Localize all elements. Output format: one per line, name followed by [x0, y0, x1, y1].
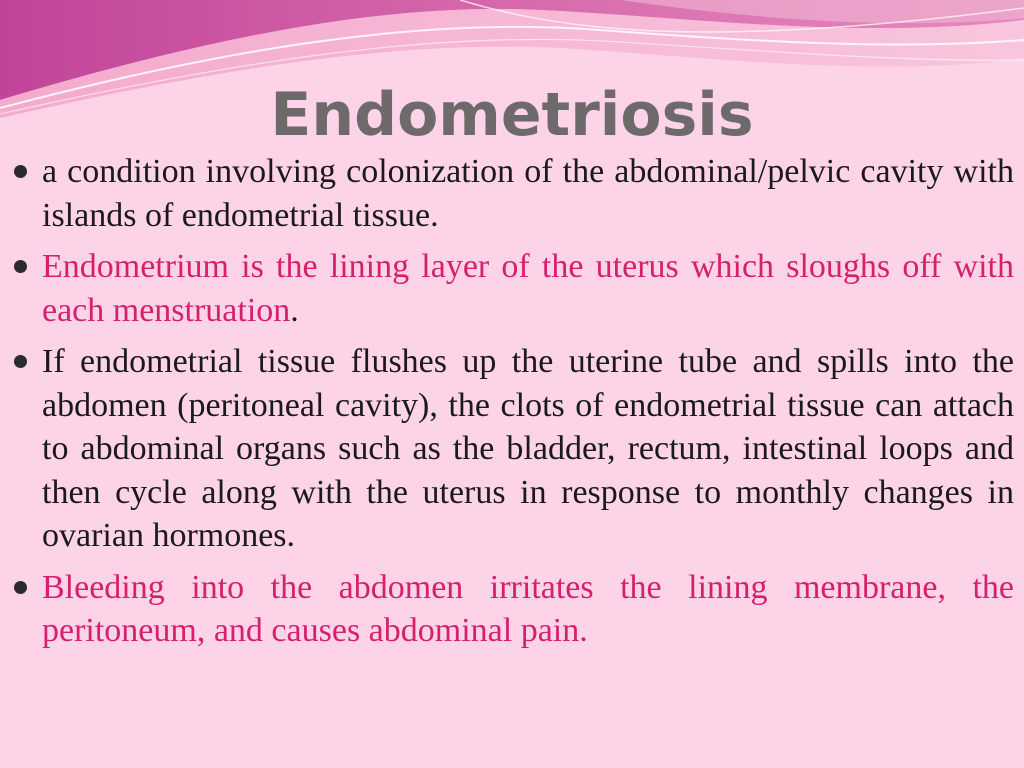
bullet-item	[14, 150, 1014, 237]
bullet-item	[14, 340, 1014, 558]
bullet-icon	[14, 165, 27, 178]
bullet-list	[14, 150, 1014, 661]
bullet-text: a condition involving colonization of the abdominal/pelvic cavity with islands of endometrial tissue.	[42, 153, 1014, 234]
bullet-icon	[14, 581, 27, 594]
bullet-text: Bleeding into the abdomen irritates the lining membrane, the peritoneum, and causes abdominal pain.	[42, 568, 1014, 649]
bullet-text-suffix: .	[290, 291, 299, 329]
bullet-text: If endometrial tissue flushes up the uterine tube and spills into the abdomen (peritoneal cavity), the clots of endometrial tissue can attach to abdominal organs such as the bladder, rectum, intestinal loops and then cycle along with the uterus in response to monthly changes in ovarian hormones.	[42, 343, 1014, 554]
bullet-item	[14, 245, 1014, 332]
bullet-icon	[14, 355, 27, 368]
bullet-item	[14, 566, 1014, 653]
slide-title: Endometriosis	[270, 80, 754, 150]
bullet-icon	[14, 260, 27, 273]
bullet-text: Endometrium is the lining layer of the uterus which sloughs off with each menstruation	[42, 248, 1014, 329]
